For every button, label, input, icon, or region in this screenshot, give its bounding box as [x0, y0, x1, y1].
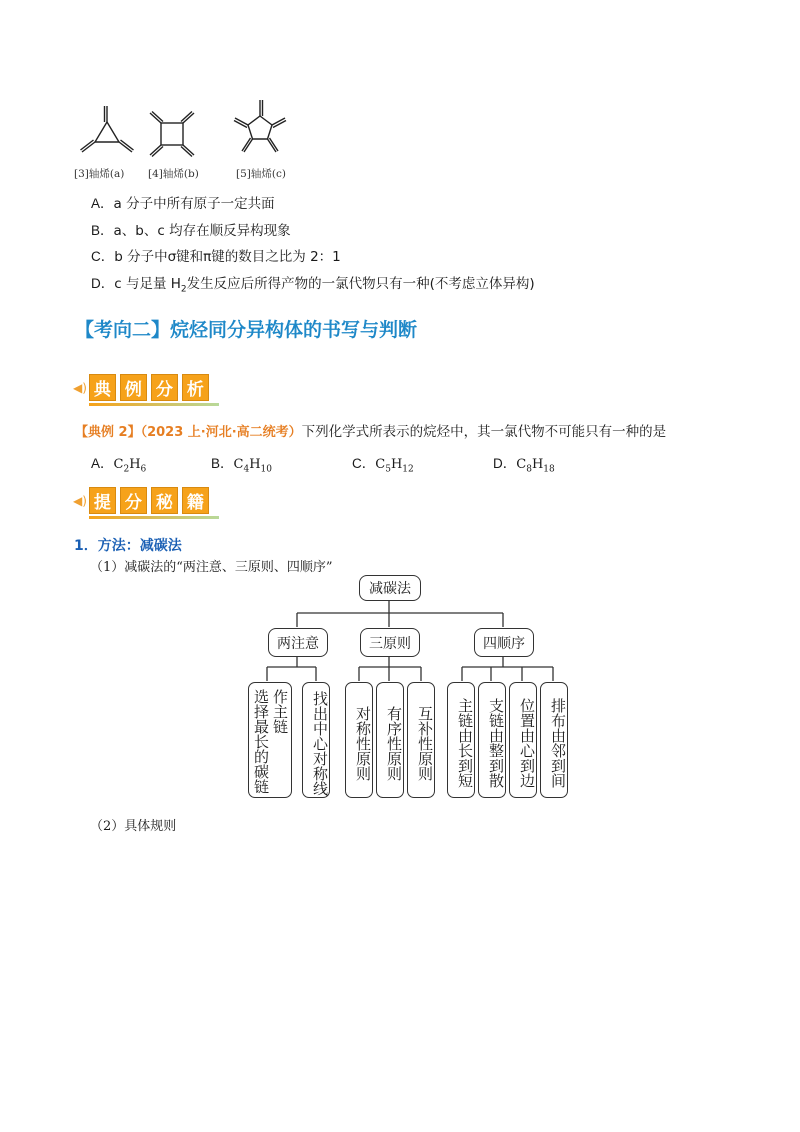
option-subscript: 2 [180, 284, 187, 295]
molecule-a-caption: [3]轴烯(a) [74, 168, 125, 180]
formula-h: H [129, 457, 141, 472]
method-subheading-2: （2）具体规则 [90, 819, 177, 834]
formula-h: H [390, 457, 403, 472]
formula-h-count: 18 [543, 464, 555, 475]
tree-leaf-main-chain: 主链由长到短 [447, 682, 475, 798]
option-letter: C． [91, 249, 115, 264]
tree-leaf-symmetry: 对称性原则 [345, 682, 373, 798]
option-text: a、b、c 均存在顺反异构现象 [113, 223, 291, 239]
tree-leaf-arrangement: 排布由邻到间 [540, 682, 568, 798]
section-title: 【考向二】烷烃同分异构体的书写与判断 [75, 319, 418, 341]
banner-char: 籍 [182, 487, 209, 514]
banner-char: 例 [120, 374, 147, 401]
tree-leaf-center-line: 找出中心对称线 [302, 682, 330, 798]
tree-leaf-order: 有序性原则 [376, 682, 404, 798]
banner-char: 析 [182, 374, 209, 401]
banner-char: 秘 [151, 487, 178, 514]
method-subheading-1: （1）减碳法的“两注意、三原则、四顺序” [90, 560, 333, 575]
option-text: a 分子中所有原子一定共面 [113, 196, 275, 212]
tree-group-four-orders: 四顺序 [474, 628, 534, 657]
formula-c: C [113, 457, 124, 472]
formula-c-count: 2 [123, 464, 130, 475]
method-heading: 1．方法：减碳法 [74, 538, 182, 554]
formula-c-count: 4 [243, 464, 250, 475]
option-letter: D． [91, 276, 115, 291]
formula-h: H [249, 457, 261, 472]
option-letter: B． [211, 456, 234, 471]
example-label: 【典例 2】 [75, 425, 141, 440]
tree-root: 减碳法 [359, 575, 421, 601]
option-letter: A． [91, 196, 114, 211]
formula-h-count: 12 [402, 464, 414, 475]
example-text: 下列化学式所表示的烷烃中，其一氯代物不可能只有一种的是 [301, 424, 667, 440]
speaker-icon: ◀) [73, 380, 87, 395]
formula-c: C [375, 457, 386, 472]
option-text: b 分子中σ键和π键的数目之比为 2：1 [114, 249, 341, 265]
tree-leaf-position: 位置由心到边 [509, 682, 537, 798]
formula-h-count: 10 [260, 464, 272, 475]
tree-group-three-principles: 三原则 [360, 628, 420, 657]
formula-c-count: 8 [526, 464, 532, 475]
leaf-text-col1: 作主链 [271, 689, 289, 734]
example-source: （2023 上·河北·高二统考） [140, 425, 302, 440]
option-letter: D． [493, 456, 517, 471]
tree-leaf-longest-chain [248, 682, 292, 798]
option-text-after: 发生反应后所得产物的一氯代物只有一种(不考虑立体异构) [186, 276, 535, 292]
option-letter: A． [91, 456, 114, 471]
formula-c-count: 5 [385, 464, 391, 475]
formula-h-count: 6 [140, 464, 147, 475]
speaker-icon: ◀) [73, 493, 87, 508]
banner-char: 典 [89, 374, 116, 401]
leaf-text-col2: 选择最长的碳链 [252, 689, 270, 794]
tree-leaf-branch: 支链由整到散 [478, 682, 506, 798]
formula-h: H [531, 457, 544, 472]
banner-char: 分 [120, 487, 147, 514]
option-letter: B． [91, 223, 114, 238]
molecule-c-caption: [5]轴烯(c) [236, 168, 286, 180]
option-letter: C． [352, 456, 376, 471]
option-text-before: c 与足量 H [114, 276, 181, 292]
formula-c: C [516, 457, 527, 472]
banner-char: 提 [89, 487, 116, 514]
formula-c: C [233, 457, 244, 472]
tree-leaf-complement: 互补性原则 [407, 682, 435, 798]
molecule-b-caption: [4]轴烯(b) [148, 168, 199, 180]
tree-group-two-notes: 两注意 [268, 628, 328, 657]
banner-char: 分 [151, 374, 178, 401]
